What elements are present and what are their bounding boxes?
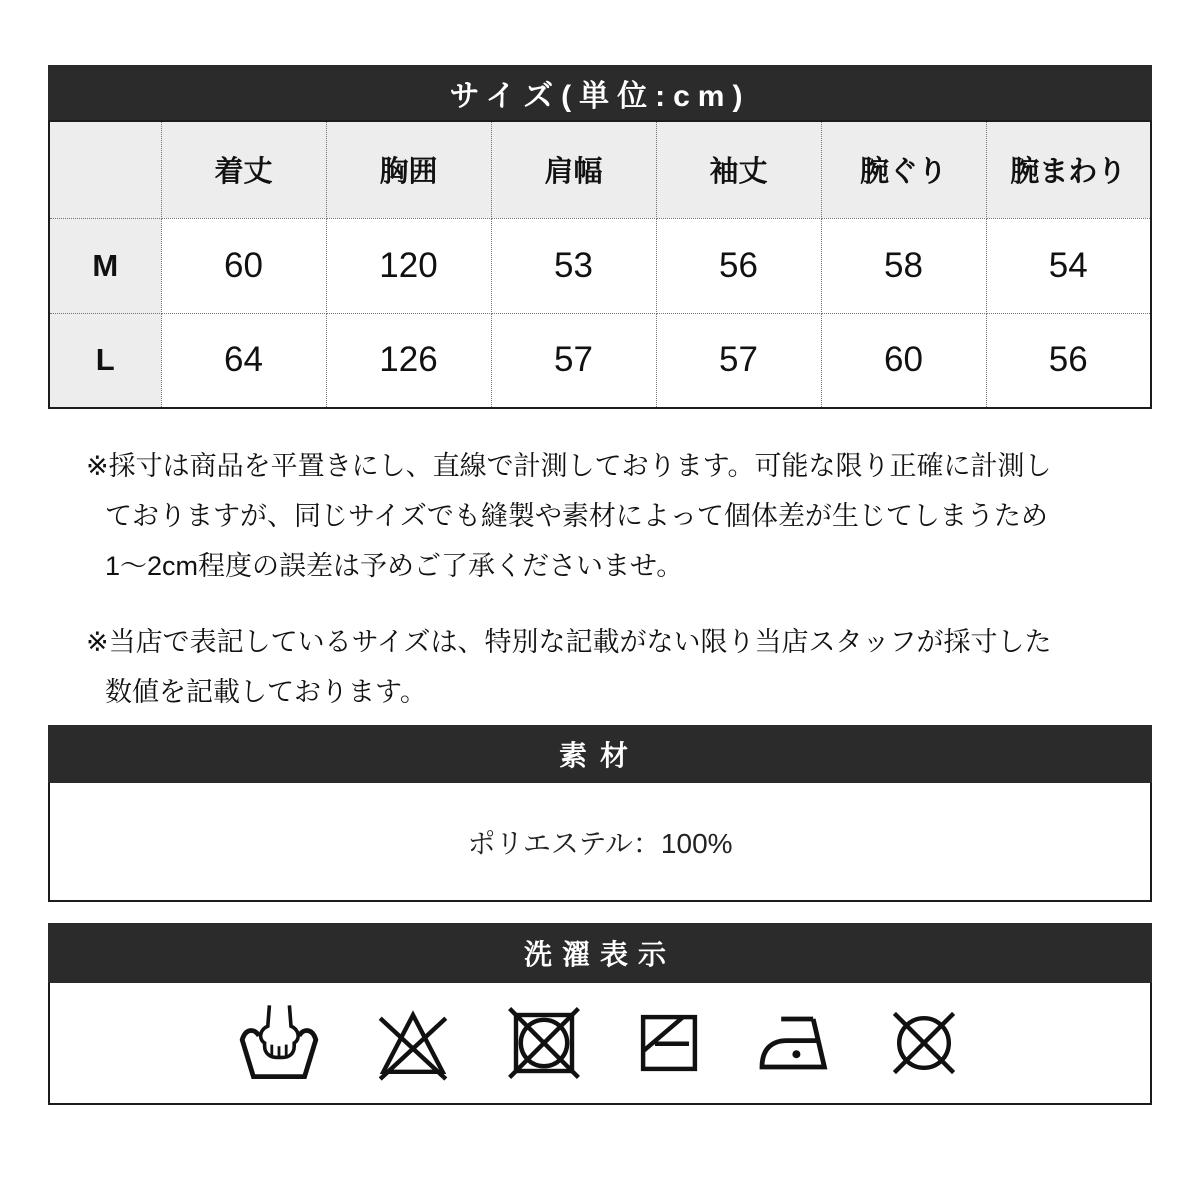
do-not-bleach-icon	[370, 1003, 456, 1083]
note-line: 1〜2cm程度の誤差は予めご了承くださいませ。	[105, 551, 684, 581]
column-header-sleeve: 袖丈	[656, 121, 821, 218]
hand-wash-icon	[235, 1003, 323, 1083]
note-line: ※当店で表記しているサイズは、特別な記載がない限り当店スタッフが採寸した	[86, 627, 1052, 657]
column-header-armhole: 腕ぐり	[821, 121, 986, 218]
iron-low-icon	[753, 1011, 835, 1075]
size-value: 54	[986, 218, 1151, 313]
note-line: 数値を記載しております。	[105, 677, 427, 707]
column-header-arm-circumference: 腕まわり	[986, 121, 1151, 218]
care-title-bar	[48, 923, 1152, 983]
size-table-header-row	[49, 121, 1151, 218]
table-row-size-l	[49, 313, 1151, 408]
size-value: 64	[161, 313, 326, 408]
note-line: ※採寸は商品を平置きにし、直線で計測しております。可能な限り正確に計測し	[86, 451, 1052, 481]
care-icons-row	[48, 983, 1152, 1105]
size-chart-section	[48, 65, 1152, 409]
column-header-body-length: 着丈	[161, 121, 326, 218]
size-value: 56	[986, 313, 1151, 408]
size-value: 53	[491, 218, 656, 313]
size-chart-title: サイズ(単位:cm)	[449, 79, 751, 113]
size-value: 60	[161, 218, 326, 313]
column-header-shoulder: 肩幅	[491, 121, 656, 218]
size-value: 120	[326, 218, 491, 313]
note-measurement-method	[86, 441, 1126, 591]
material-section	[48, 725, 1152, 902]
care-title: 洗濯表示	[523, 939, 676, 970]
size-value: 57	[656, 313, 821, 408]
size-value: 56	[656, 218, 821, 313]
size-value: 57	[491, 313, 656, 408]
material-body	[48, 783, 1152, 902]
care-label-section	[48, 923, 1152, 1105]
note-staff-measured	[86, 617, 1126, 717]
size-table	[48, 120, 1152, 409]
size-value: 58	[821, 218, 986, 313]
material-title-bar	[48, 725, 1152, 783]
do-not-tumble-dry-icon	[503, 1003, 585, 1083]
size-value: 126	[326, 313, 491, 408]
dry-flat-in-shade-icon	[632, 1006, 706, 1080]
row-label-m: M	[49, 218, 161, 313]
material-title: 素材	[558, 740, 641, 771]
do-not-dry-clean-icon	[882, 1003, 966, 1083]
note-line: ておりますが、同じサイズでも縫製や素材によって個体差が生じてしまうため	[105, 501, 1048, 531]
size-value: 60	[821, 313, 986, 408]
material-value: ポリエステル：100%	[467, 827, 733, 859]
table-row-size-m	[49, 218, 1151, 313]
size-table-corner-cell	[49, 121, 161, 218]
measurement-notes	[86, 441, 1126, 717]
row-label-l: L	[49, 313, 161, 408]
column-header-chest: 胸囲	[326, 121, 491, 218]
size-chart-title-bar	[48, 65, 1152, 120]
